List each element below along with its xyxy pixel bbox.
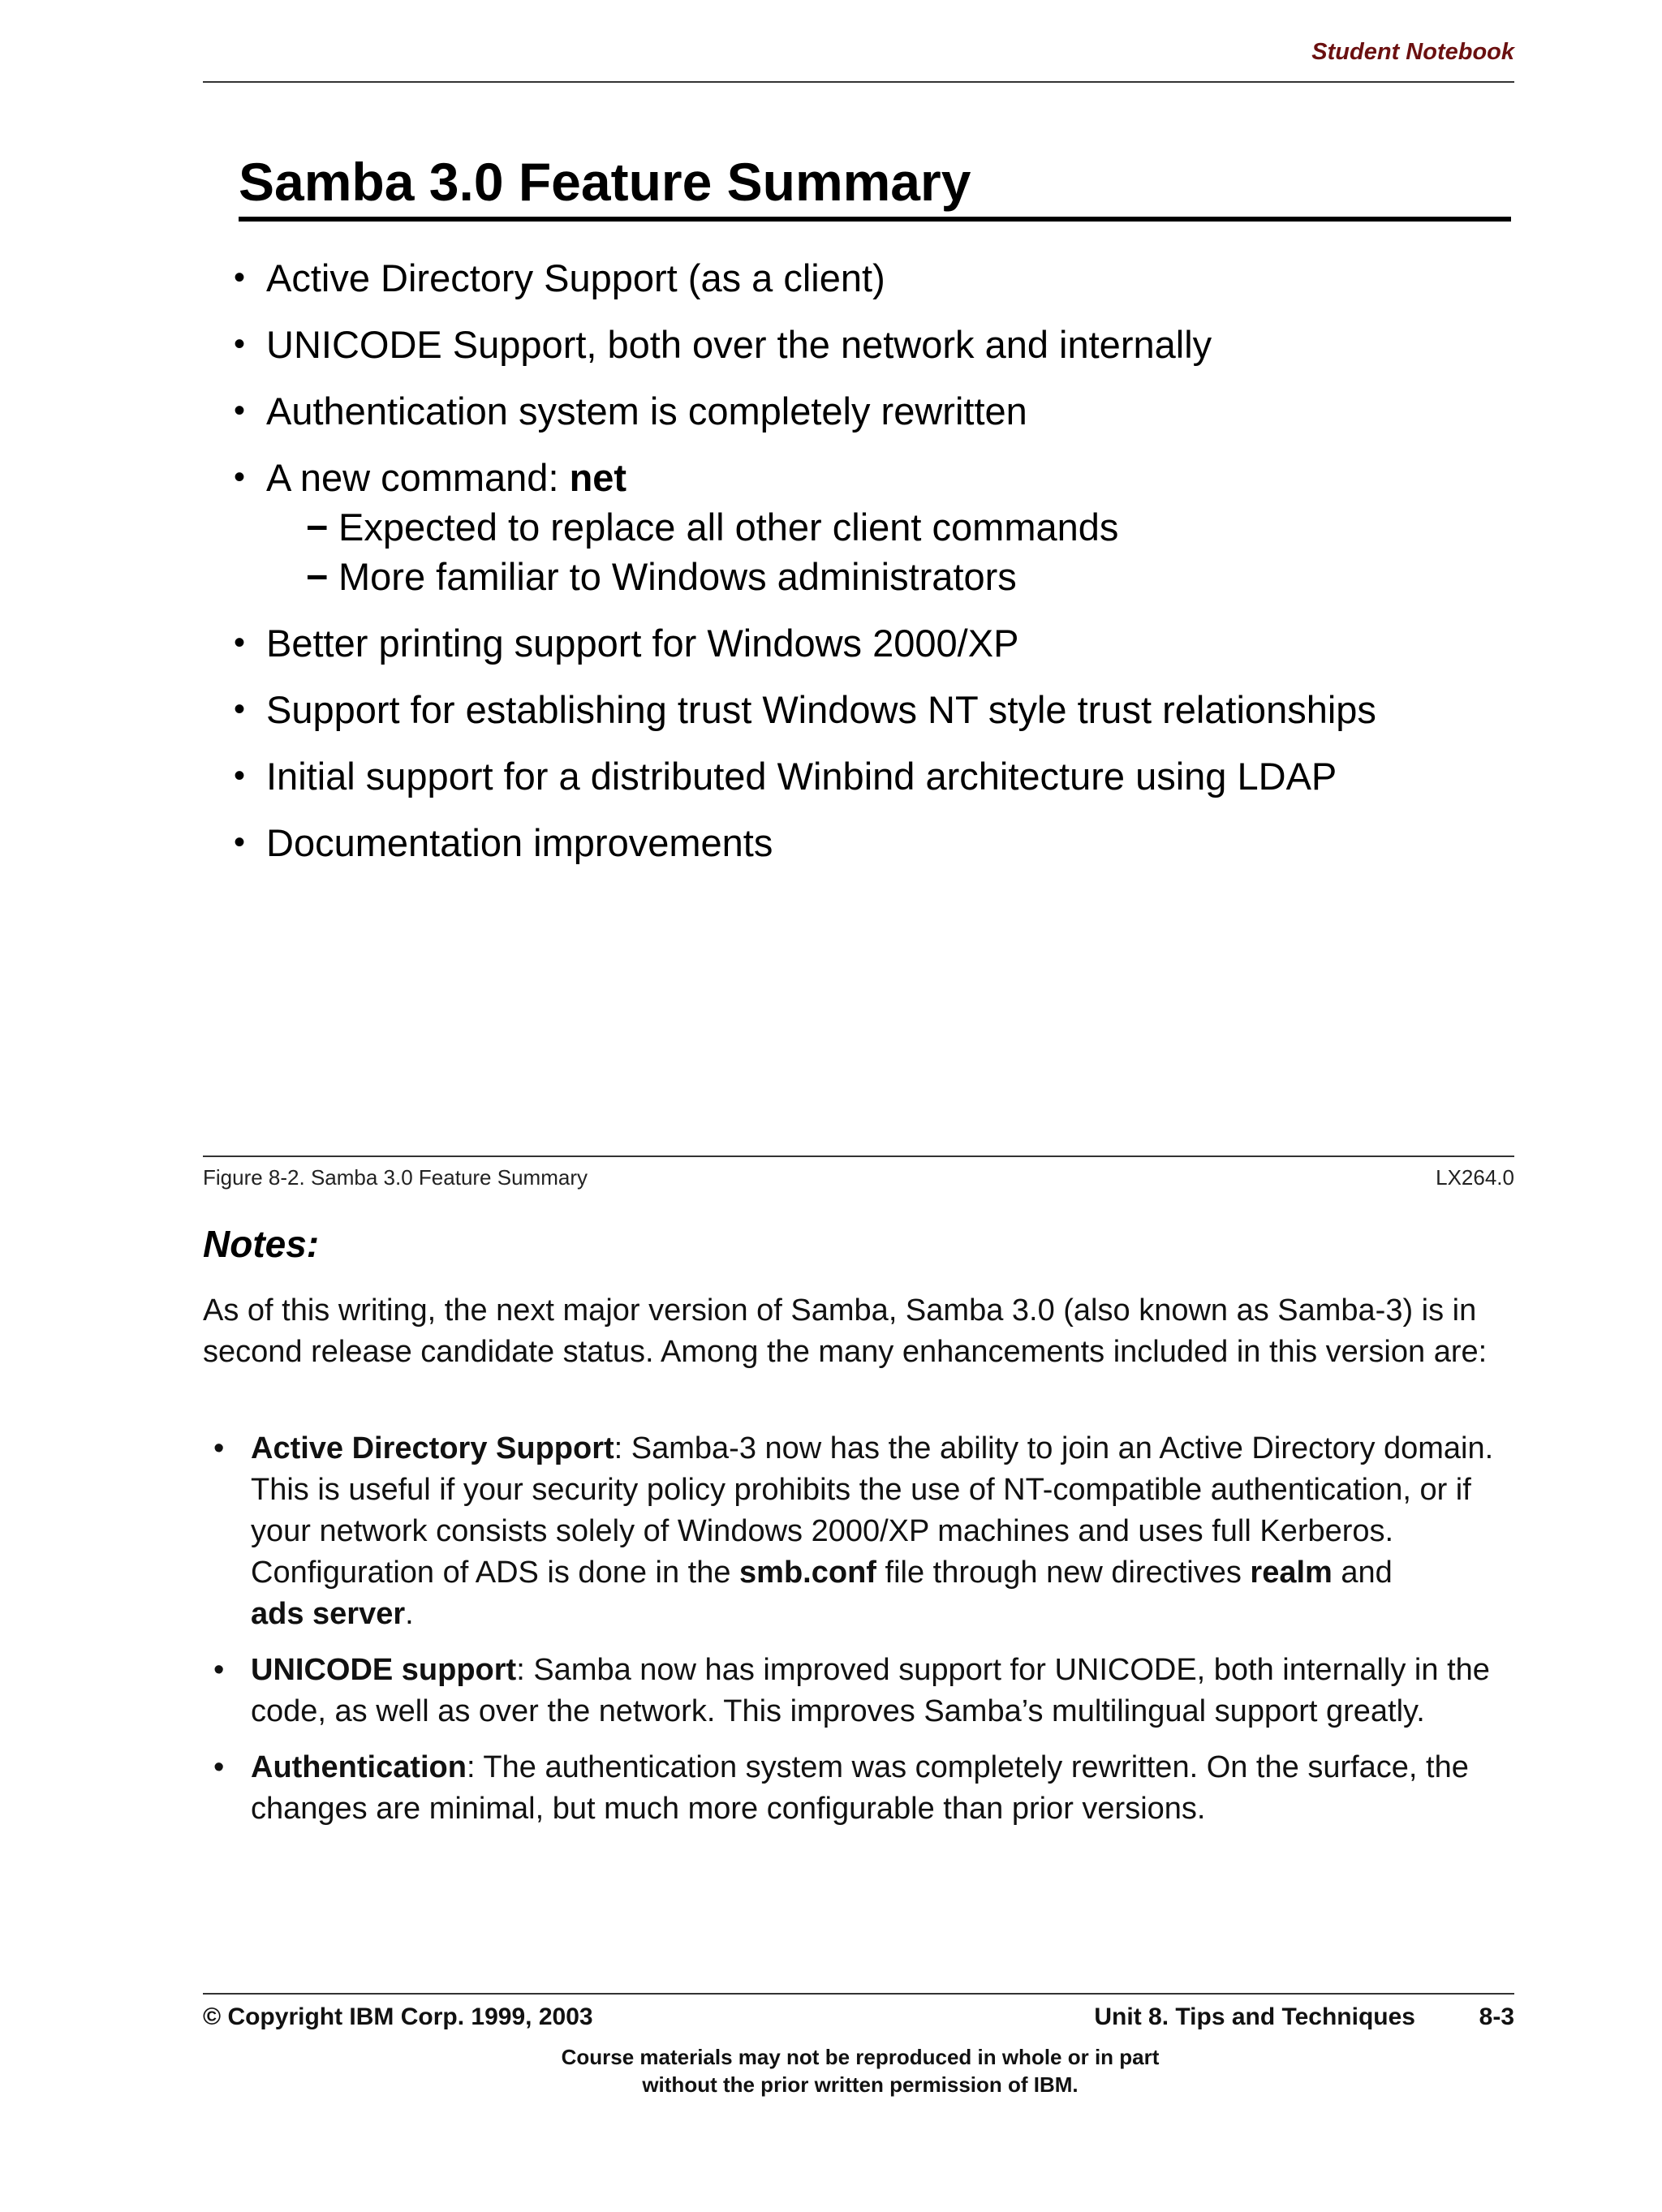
slide-bullet: • Support for establishing trust Windows NT style trust relationships xyxy=(234,685,1516,734)
bullet-icon: • xyxy=(234,691,246,727)
figure-rule xyxy=(203,1155,1514,1157)
slide-sub-bullet: − Expected to replace all other client commands xyxy=(306,502,1516,552)
figure-code: LX264.0 xyxy=(1436,1165,1514,1190)
slide-bullet: • Documentation improvements xyxy=(234,818,1516,867)
footer-rule xyxy=(203,1993,1514,1995)
notes-item-authentication: • Authentication: The authentication system was completely rewritten. On the surface, the changes are minimal, but much more configurable than prior versions. xyxy=(203,1747,1518,1830)
notes-term: UNICODE support xyxy=(251,1653,517,1687)
notes-item-unicode: • UNICODE support: Samba now has improved support for UNICODE, both internally in the code, as well as over the network. This improves Samba’s multilingual support greatly. xyxy=(203,1650,1518,1732)
slide-title-rule xyxy=(239,217,1511,222)
realm-directive: realm xyxy=(1250,1556,1333,1590)
bullet-icon: • xyxy=(234,393,246,428)
slide-title: Samba 3.0 Feature Summary xyxy=(239,152,971,212)
bullet-icon: • xyxy=(213,1750,225,1784)
footer-unit: Unit 8. Tips and Techniques xyxy=(1094,2003,1415,2030)
figure-caption: Figure 8-2. Samba 3.0 Feature Summary xyxy=(203,1165,588,1190)
bullet-icon: • xyxy=(234,824,246,860)
dash-icon: − xyxy=(306,506,329,549)
net-command: net xyxy=(569,456,627,499)
smb-conf-filename: smb.conf xyxy=(739,1556,876,1590)
footer-page-number: 8-3 xyxy=(1479,2003,1514,2030)
bullet-icon: • xyxy=(234,758,246,794)
slide-bullet: • UNICODE Support, both over the network and internally xyxy=(234,320,1516,369)
slide-sub-bullet: − More familiar to Windows administrators xyxy=(306,552,1516,601)
footer-notice: Course materials may not be reproduced in whole or in part without the prior written permission of IBM. xyxy=(561,2045,1160,2097)
footer-copyright: © Copyright IBM Corp. 1999, 2003 xyxy=(203,2003,593,2030)
slide-bullet: • Better printing support for Windows 2000/XP xyxy=(234,618,1516,668)
bullet-icon: • xyxy=(234,260,246,295)
notes-intro: As of this writing, the next major version of Samba, Samba 3.0 (also known as Samba-3) is in second release candidate status. Among the many enhancements included in this version are: xyxy=(203,1293,1488,1369)
notes-term: Authentication xyxy=(251,1750,467,1784)
slide-sub-list xyxy=(266,502,1516,601)
slide-bullet: • Authentication system is completely rewritten xyxy=(234,386,1516,436)
bullet-icon: • xyxy=(234,326,246,362)
notes-list xyxy=(203,1428,1518,1844)
slide-bullet: • Initial support for a distributed Winbind architecture using LDAP xyxy=(234,751,1516,801)
bullet-icon: • xyxy=(213,1431,225,1465)
bullet-icon: • xyxy=(234,459,246,495)
slide-bullet: • Active Directory Support (as a client) xyxy=(234,253,1516,303)
slide-bullet: • A new command: net − Expected to replace all other client commands − More familiar to Windows administrators xyxy=(234,453,1516,601)
header-rule xyxy=(203,81,1514,83)
bullet-icon: • xyxy=(213,1653,225,1687)
dash-icon: − xyxy=(306,555,329,598)
notes-term: Active Directory Support xyxy=(251,1431,614,1465)
slide-bullet-list xyxy=(234,253,1516,884)
notes-item-active-directory: • Active Directory Support: Samba-3 now has the ability to join an Active Directory domain. This is useful if your security policy prohibits the use of NT-compatible authentication, or if your network consists solely of Windows 2000/XP machines and uses full Kerberos. Configuration of ADS is done in the smb.conf file through new directives realm and ads server. xyxy=(203,1428,1518,1635)
ads-server-directive: ads server xyxy=(251,1597,406,1631)
running-head: Student Notebook xyxy=(1311,39,1514,65)
bullet-icon: • xyxy=(234,625,246,661)
notes-heading: Notes: xyxy=(203,1223,320,1265)
